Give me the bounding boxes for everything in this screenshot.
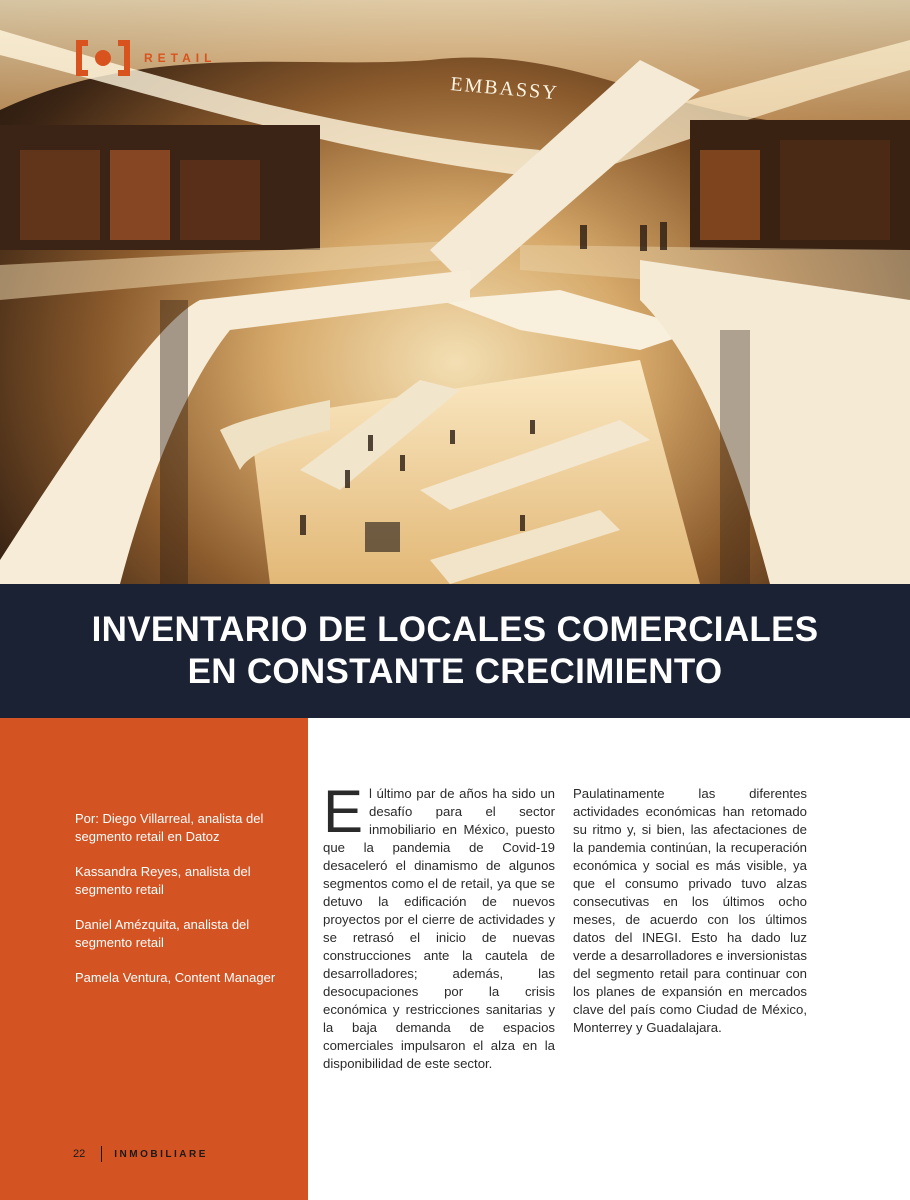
mall-illustration (0, 0, 910, 584)
drop-cap: E (323, 778, 364, 845)
author-credit: Kassandra Reyes, analista del segmento retail (75, 864, 251, 897)
section-label: RETAIL (144, 51, 217, 65)
author-credit: Por: Diego Villarreal, analista del segmento retail en Datoz (75, 811, 264, 844)
page-footer (73, 1146, 208, 1162)
title-line-2: EN CONSTANTE CRECIMIENTO (187, 652, 723, 691)
page-number: 22 (73, 1148, 86, 1160)
publication-name: INMOBILIARE (114, 1148, 208, 1160)
author-list (75, 810, 295, 1004)
hero-photo (0, 0, 910, 584)
author-sidebar (0, 718, 308, 1200)
body-column-1 (323, 778, 555, 1073)
embassy-sign: EMBASSY (449, 73, 560, 105)
footer-divider (101, 1146, 102, 1162)
bracket-dot-icon (74, 38, 132, 78)
title-band (0, 584, 910, 718)
author-credit: Pamela Ventura, Content Manager (75, 970, 276, 985)
author-credit: Daniel Amézquita, analista del segmento retail (75, 917, 250, 950)
article-title (92, 609, 819, 693)
title-line-1: INVENTARIO DE LOCALES COMERCIALES (91, 610, 819, 649)
body-paragraph-2: Paulatinamente las diferentes actividades económicas han retomado su ritmo y, si bien, las afectaciones de la pandemia continúan, la recuperación económica y social es más visible, ya que el consumo privado tuvo alzas consecutivas en los últimos ocho meses, de acuerdo con los últimos datos del INEGI. Esto ha dado luz verde a desarrolladores e inversionistas del segmento retail para continuar con los planes de expansión en mercados clave del país como Ciudad de México, Monterrey y Guadalajara. (573, 786, 807, 1035)
body-paragraph-1: l último par de años ha sido un desafío para el sector inmobiliario en México, puesto que la pandemia de Covid-19 desaceleró el dinamismo de algunos segmentos como el de retail, ya que se detuvo la edificación de nuevos proyectos por el cierre de actividades y se retrasó el inicio de nuevas construcciones ante la cautela de desarrolladores; además, las desocupaciones por la crisis económica y restricciones sanitarias y la baja demanda de espacios comerciales impulsaron el alza en la disponibilidad de este sector. (323, 786, 555, 1071)
body-column-2 (573, 785, 807, 1037)
section-tag (74, 38, 216, 78)
